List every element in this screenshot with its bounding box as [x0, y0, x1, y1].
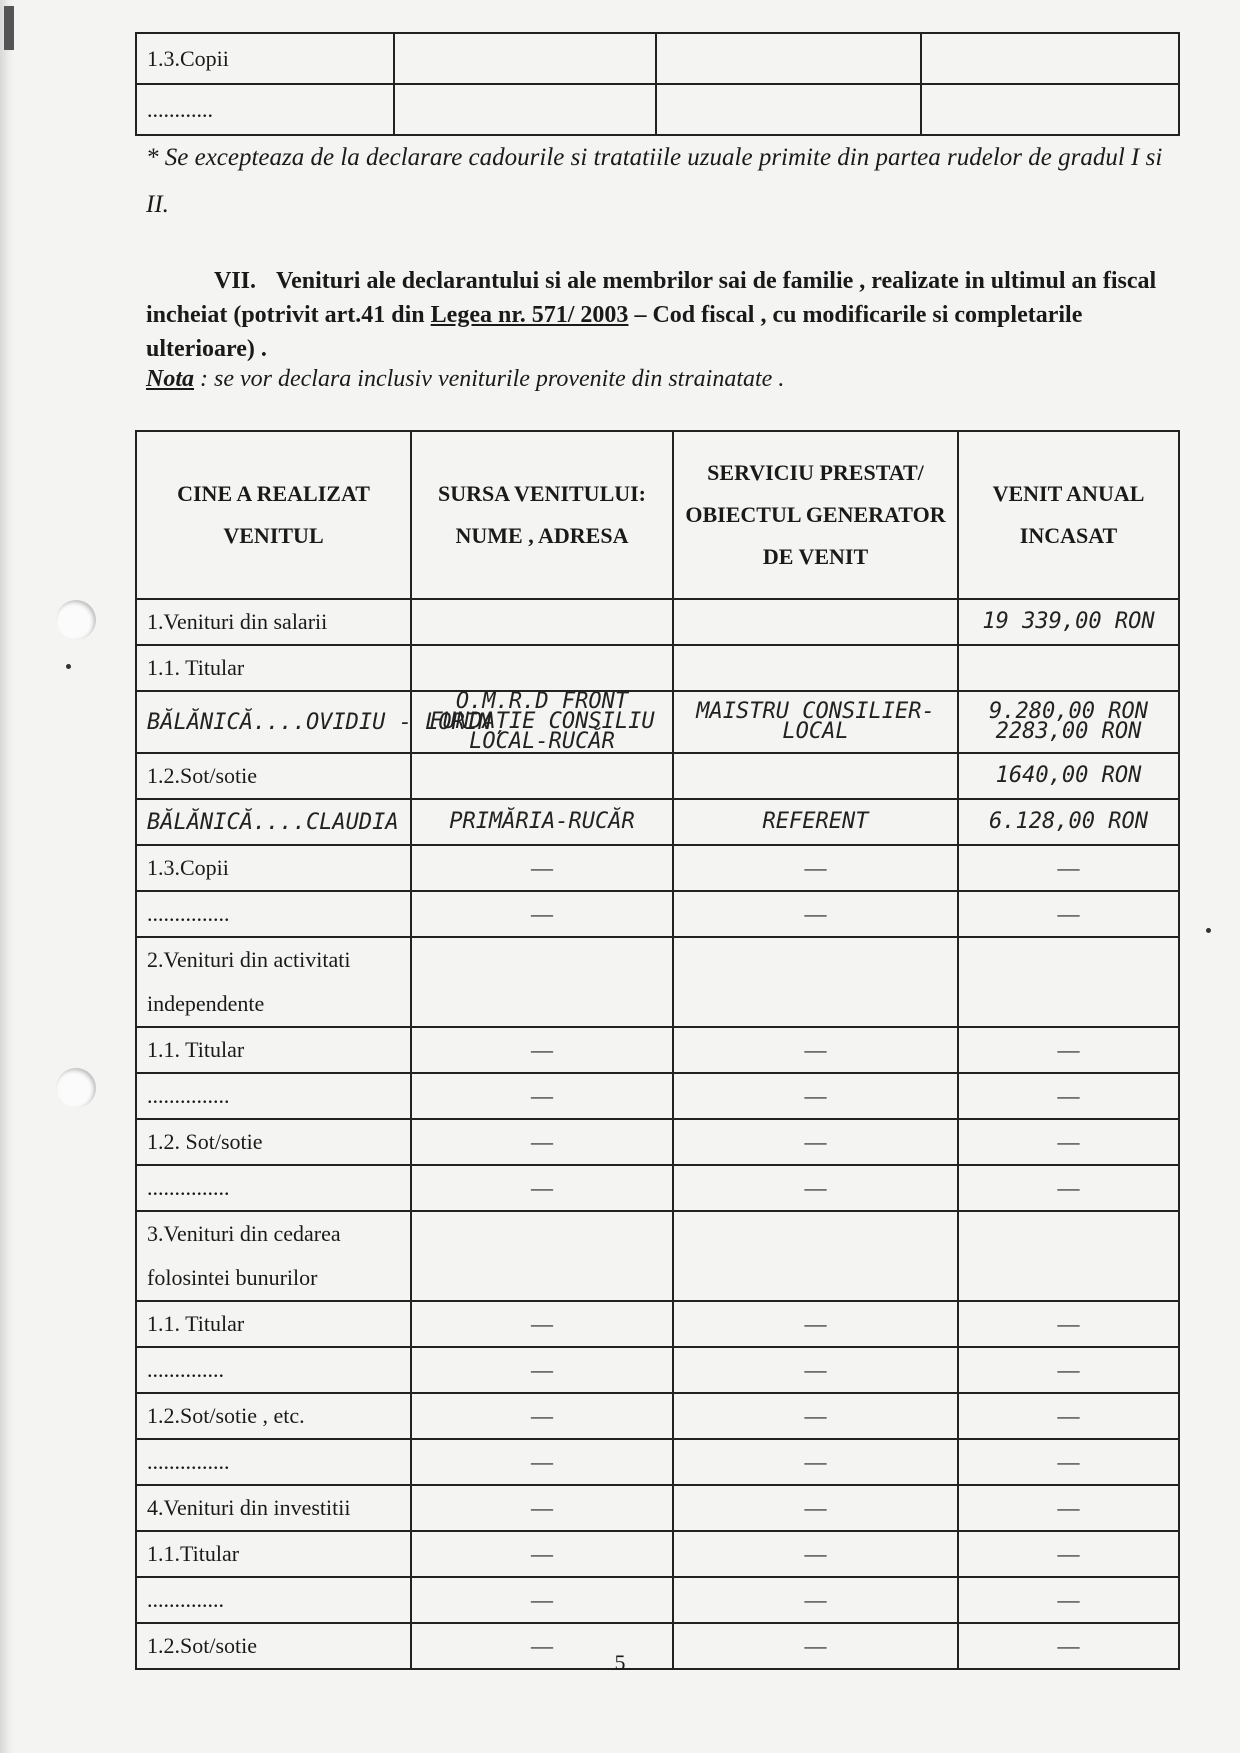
table-row [136, 1577, 1179, 1623]
section-number: VII. [213, 268, 256, 294]
amount-cell: — [958, 845, 1179, 891]
amount-cell: — [958, 1439, 1179, 1485]
service-cell: — [673, 1301, 958, 1347]
table-row [136, 645, 1179, 691]
table-row [136, 33, 1179, 84]
amount-cell: — [958, 1027, 1179, 1073]
table-row [136, 691, 1179, 753]
row-label: ............... [136, 891, 411, 937]
service-cell: — [673, 1027, 958, 1073]
row-label: BĂLĂNICĂ....CLAUDIA [136, 799, 411, 845]
amount-cell: 19 339,00 RON [958, 599, 1179, 645]
scan-mark [4, 6, 14, 50]
row-label: 1.3.Copii [136, 33, 394, 84]
nota-line [146, 366, 1186, 393]
amount-cell: 1640,00 RON [958, 753, 1179, 799]
table-row [136, 799, 1179, 845]
gift-exception-note: * Se excepteaza de la declarare cadourile si tratatiile uzuale primite din partea rudelor de gradul I si II. [146, 144, 1163, 218]
income-table [135, 430, 1180, 1670]
table-row [136, 1301, 1179, 1347]
income-table-body [136, 599, 1179, 1669]
service-cell: — [673, 1393, 958, 1439]
amount-cell [958, 645, 1179, 691]
source-cell: — [411, 845, 673, 891]
service-cell: — [673, 1531, 958, 1577]
service-cell: — [673, 1485, 958, 1531]
header-amount: VENIT ANUAL INCASAT [958, 431, 1179, 599]
empty-cell [921, 84, 1179, 135]
table-row [136, 1393, 1179, 1439]
source-cell: — [411, 1347, 673, 1393]
section-heading [146, 264, 1186, 366]
source-cell: — [411, 1485, 673, 1531]
service-cell: — [673, 1623, 958, 1669]
source-cell: — [411, 1393, 673, 1439]
table-row [136, 891, 1179, 937]
row-label: 1.3.Copii [136, 845, 411, 891]
service-cell: — [673, 1577, 958, 1623]
amount-cell: — [958, 1531, 1179, 1577]
source-cell [411, 599, 673, 645]
source-cell: — [411, 891, 673, 937]
children-continuation-table [135, 32, 1180, 136]
source-cell: — [411, 1301, 673, 1347]
table-row [136, 1347, 1179, 1393]
service-cell: MAISTRU CONSILIER-LOCAL [673, 691, 958, 753]
amount-cell: — [958, 1073, 1179, 1119]
row-label: 1.1. Titular [136, 1027, 411, 1073]
service-cell [673, 1211, 958, 1301]
source-cell: — [411, 1119, 673, 1165]
source-cell: — [411, 1577, 673, 1623]
law-reference: Legea nr. 571/ 2003 [430, 302, 629, 328]
row-label: .............. [136, 1577, 411, 1623]
scan-edge-shadow [0, 0, 14, 1753]
amount-cell: — [958, 1347, 1179, 1393]
section-text-end: – Cod fiscal , cu modificarile si completarile ulterioare) . [146, 302, 1083, 362]
table-row [136, 753, 1179, 799]
punch-hole-bottom [56, 1068, 96, 1108]
row-label: ............... [136, 1439, 411, 1485]
row-label: 1.2.Sot/sotie , etc. [136, 1393, 411, 1439]
amount-cell: 6.128,00 RON [958, 799, 1179, 845]
row-label: 1.1.Titular [136, 1531, 411, 1577]
row-label: ............ [136, 84, 394, 135]
empty-cell [656, 84, 921, 135]
source-cell: — [411, 1439, 673, 1485]
header-source: SURSA VENITULUI: NUME , ADRESA [411, 431, 673, 599]
amount-cell [958, 1211, 1179, 1301]
row-label: 1.2. Sot/sotie [136, 1119, 411, 1165]
service-cell [673, 937, 958, 1027]
service-cell: REFERENT [673, 799, 958, 845]
row-label: .............. [136, 1347, 411, 1393]
service-cell: — [673, 1165, 958, 1211]
amount-cell: — [958, 1119, 1179, 1165]
header-row [136, 431, 1179, 599]
source-cell: O.M.R.D FRONT FUNDAȚIE CONSILIU LOCAL-RUCĂR [411, 691, 673, 753]
source-cell: — [411, 1623, 673, 1669]
source-cell [411, 645, 673, 691]
row-label: 3.Venituri din cedarea folosintei bunurilor [136, 1211, 411, 1301]
service-cell: — [673, 1073, 958, 1119]
table-row [136, 1027, 1179, 1073]
row-label: 2.Venituri din activitati independente [136, 937, 411, 1027]
nota-text: : se vor declara inclusiv veniturile provenite din strainatate . [200, 366, 785, 392]
row-label: BĂLĂNICĂ....OVIDIU - LORIN [136, 691, 411, 753]
section-text: Venituri ale declarantului si ale membrilor sai de familie , realizate in ultimul an fiscal incheiat (potrivit art.41 din [146, 268, 1157, 328]
amount-cell: — [958, 1165, 1179, 1211]
service-cell [673, 753, 958, 799]
table-row [136, 84, 1179, 135]
table-row [136, 599, 1179, 645]
amount-cell: — [958, 1577, 1179, 1623]
table-row [136, 1165, 1179, 1211]
table-row [136, 1211, 1179, 1301]
speck [66, 664, 71, 669]
service-cell: — [673, 891, 958, 937]
table-row [136, 845, 1179, 891]
source-cell: — [411, 1073, 673, 1119]
table-row [136, 937, 1179, 1027]
row-label: 1.1. Titular [136, 1301, 411, 1347]
row-label: ............... [136, 1073, 411, 1119]
row-label: 1.2.Sot/sotie [136, 753, 411, 799]
amount-cell: — [958, 1393, 1179, 1439]
nota-label: Nota [146, 366, 194, 392]
service-cell [673, 645, 958, 691]
service-cell [673, 599, 958, 645]
row-label: 4.Venituri din investitii [136, 1485, 411, 1531]
source-cell: — [411, 1027, 673, 1073]
service-cell: — [673, 845, 958, 891]
table-row [136, 1073, 1179, 1119]
header-service: SERVICIU PRESTAT/ OBIECTUL GENERATOR DE VENIT [673, 431, 958, 599]
service-cell: — [673, 1119, 958, 1165]
source-cell: — [411, 1531, 673, 1577]
service-cell: — [673, 1439, 958, 1485]
table-row [136, 1531, 1179, 1577]
table-row [136, 1485, 1179, 1531]
row-label: 1.2.Sot/sotie [136, 1623, 411, 1669]
table-row [136, 1439, 1179, 1485]
table-row [136, 1119, 1179, 1165]
amount-cell: — [958, 891, 1179, 937]
speck [1206, 928, 1211, 933]
page-number: 5 [614, 1650, 626, 1675]
source-cell [411, 937, 673, 1027]
amount-cell: — [958, 1623, 1179, 1669]
amount-cell: 9.280,00 RON 2283,00 RON [958, 691, 1179, 753]
source-cell: — [411, 1165, 673, 1211]
empty-cell [656, 33, 921, 84]
row-label: 1.1. Titular [136, 645, 411, 691]
source-cell [411, 753, 673, 799]
source-cell [411, 1211, 673, 1301]
empty-cell [394, 33, 656, 84]
row-label: ............... [136, 1165, 411, 1211]
empty-cell [394, 84, 656, 135]
amount-cell: — [958, 1485, 1179, 1531]
punch-hole-top [56, 600, 96, 640]
service-cell: — [673, 1347, 958, 1393]
empty-cell [921, 33, 1179, 84]
amount-cell [958, 937, 1179, 1027]
amount-cell: — [958, 1301, 1179, 1347]
row-label: 1.Venituri din salarii [136, 599, 411, 645]
header-who: CINE A REALIZAT VENITUL [136, 431, 411, 599]
source-cell: PRIMĂRIA-RUCĂR [411, 799, 673, 845]
